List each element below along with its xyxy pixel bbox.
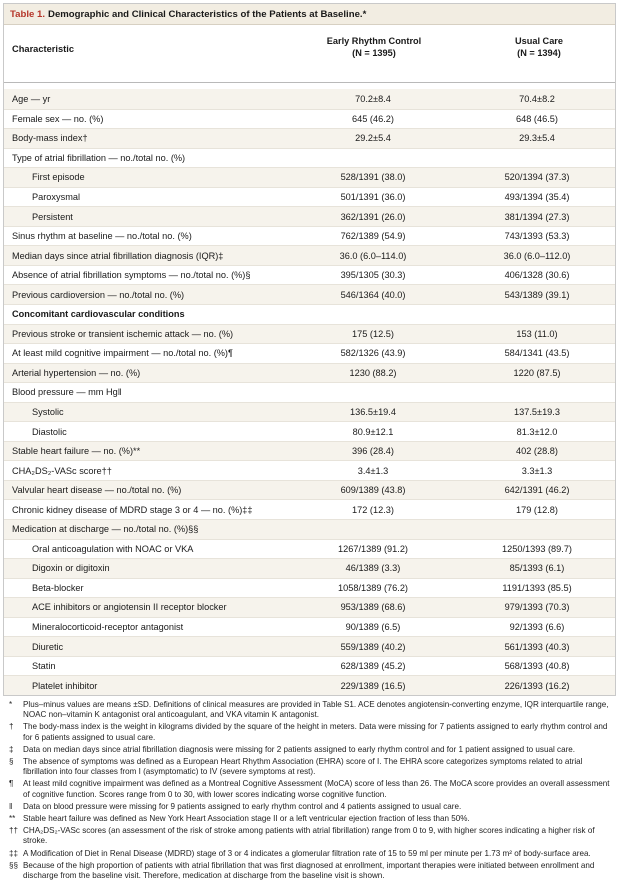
early-rhythm-control-value: 546/1364 (40.0) (340, 289, 406, 300)
early-rhythm-control-value: 175 (12.5) (352, 328, 394, 339)
table-row (4, 343, 615, 363)
usual-care-value: 648 (46.5) (516, 113, 558, 124)
row-label: Mineralocorticoid-receptor antagonist (32, 622, 184, 633)
table-row (4, 519, 615, 539)
table-row (4, 460, 615, 480)
footnote-text: At least mild cognitive impairment was defined as a Montreal Cognitive Assessment (MoCA) score of less than 26. The MoCA score provides an overall assessment of cognitive function. Scores range from 0 to 30, with lower scores indicating worse cognitive function. (23, 779, 610, 799)
row-label: Female sex — no. (%) (12, 113, 104, 124)
early-rhythm-control-value: 501/1391 (36.0) (340, 192, 406, 202)
early-rhythm-control-value: 528/1391 (38.0) (340, 172, 406, 183)
section-header-row (4, 304, 615, 324)
table-row (4, 675, 615, 695)
early-rhythm-control-value: 1230 (88.2) (349, 367, 397, 378)
early-rhythm-control-value: 80.9±12.1 (352, 426, 394, 437)
usual-care-value: 70.4±8.2 (519, 93, 555, 104)
usual-care-value: 85/1393 (6.1) (509, 563, 565, 574)
header-early-rhythm-control-title: Early Rhythm Control (326, 36, 422, 46)
usual-care-value: 520/1394 (37.3) (504, 172, 570, 183)
usual-care-value: 137.5±19.3 (514, 407, 560, 418)
row-label: Arterial hypertension — no. (%) (12, 367, 141, 378)
early-rhythm-control-value: 136.5±19.4 (350, 407, 396, 418)
table-row (4, 480, 615, 500)
table-row (4, 402, 615, 422)
footnote (9, 757, 610, 777)
footnote (9, 802, 610, 812)
row-label: ACE inhibitors or angiotensin II receptor blocker (32, 602, 227, 613)
table-row (4, 226, 615, 246)
usual-care-value: 584/1341 (43.5) (504, 348, 570, 359)
header-usual-care-n: (N = 1394) (517, 48, 561, 58)
row-label: Paroxysmal (32, 192, 80, 202)
usual-care-value: 402 (28.8) (516, 446, 558, 457)
usual-care-value: 561/1393 (40.3) (504, 641, 570, 652)
row-label: Platelet inhibitor (32, 680, 98, 691)
footnote-text: Because of the high proportion of patients with atrial fibrillation that was first diagnosed at enrollment, important therapies were initiated between enrollment and discharge from the baseline visit. Therefore, medication at discharge from the baseline visit is shown. (23, 860, 595, 880)
row-label: Diastolic (32, 426, 67, 437)
row-label: First episode (32, 172, 85, 183)
table-row (4, 109, 615, 129)
row-label: Digoxin or digitoxin (32, 563, 110, 574)
usual-care-value: 179 (12.8) (516, 504, 558, 515)
early-rhythm-control-value: 762/1389 (54.9) (340, 231, 406, 242)
header-usual-care (469, 35, 609, 59)
table-row (4, 441, 615, 461)
footnote (9, 745, 610, 755)
early-rhythm-control-value: 70.2±8.4 (355, 93, 391, 104)
footnote-text: Data on blood pressure were missing for 9 patients assigned to early rhythm control and 4 patients assigned to usual care. (23, 801, 462, 811)
row-label: Body-mass index† (12, 133, 88, 144)
table-title-bar (4, 4, 615, 25)
table-row (4, 89, 615, 109)
row-label: Previous cardioversion — no./total no. (%) (12, 289, 185, 300)
footnote (9, 861, 610, 881)
footnote-symbol: ** (9, 813, 16, 823)
table-footnotes (3, 700, 616, 881)
usual-care-value: 493/1394 (35.4) (504, 192, 570, 202)
footnote-symbol: ‡ (9, 744, 14, 754)
row-label: Age — yr (12, 93, 51, 104)
footnote-text: CHA₂DS₂-VASc scores (an assessment of the risk of stroke among patients with atrial fibrillation) range from 0 to 9, with higher scores indicating a higher risk of stroke. (23, 826, 595, 846)
early-rhythm-control-value: 628/1389 (45.2) (340, 661, 406, 672)
footnote-symbol: * (9, 699, 13, 709)
row-label: Blood pressure — mm Hg‖ (12, 387, 122, 398)
footnote-symbol: §§ (9, 860, 19, 870)
early-rhythm-control-value: 395/1305 (30.3) (340, 270, 406, 281)
usual-care-value: 743/1393 (53.3) (504, 231, 570, 242)
footnote-symbol: ‖ (9, 801, 13, 811)
table-row (4, 284, 615, 304)
early-rhythm-control-value: 1267/1389 (91.2) (338, 543, 408, 554)
usual-care-value: 568/1393 (40.8) (504, 661, 570, 672)
usual-care-value: 226/1393 (16.2) (504, 680, 570, 691)
row-label: Diuretic (32, 641, 64, 652)
early-rhythm-control-value: 29.2±5.4 (355, 133, 391, 144)
early-rhythm-control-value: 559/1389 (40.2) (340, 641, 406, 652)
footnote-symbol: † (9, 722, 14, 732)
footnote-symbol: § (9, 756, 14, 766)
header-early-rhythm-control (304, 35, 444, 59)
row-label: Stable heart failure — no. (%)** (12, 446, 141, 457)
table-row (4, 382, 615, 402)
row-label: Oral anticoagulation with NOAC or VKA (32, 543, 194, 554)
footnote (9, 700, 610, 720)
footnote (9, 826, 610, 846)
usual-care-value: 1250/1393 (89.7) (502, 543, 572, 554)
early-rhythm-control-value: 362/1391 (26.0) (340, 211, 406, 222)
row-label: Valvular heart disease — no./total no. (%) (12, 485, 182, 496)
header-early-rhythm-control-n: (N = 1395) (352, 48, 396, 58)
row-label: Previous stroke or transient ischemic attack — no. (%) (12, 328, 234, 339)
table-row (4, 128, 615, 148)
table-label: Table 1. (10, 8, 46, 20)
footnote-text: The body-mass index is the weight in kilograms divided by the square of the height in meters. Data were missing for 7 patients assigned to early rhythm control and for 6 patients assigned to usual care. (23, 722, 608, 742)
row-label: Statin (32, 661, 56, 672)
usual-care-value: 979/1393 (70.3) (504, 602, 570, 613)
row-label: Sinus rhythm at baseline — no./total no. (%) (12, 231, 192, 242)
table-title: Demographic and Clinical Characteristics of the Patients at Baseline.* (48, 8, 367, 20)
early-rhythm-control-value: 36.0 (6.0–114.0) (339, 250, 407, 261)
early-rhythm-control-value: 229/1389 (16.5) (340, 680, 406, 691)
row-label: Medication at discharge — no./total no. (%)§§ (12, 524, 199, 535)
usual-care-value: 36.0 (6.0–112.0) (503, 250, 571, 261)
early-rhythm-control-value: 396 (28.4) (352, 446, 394, 457)
table-row (4, 597, 615, 617)
table-row (4, 245, 615, 265)
footnote-symbol: ‡‡ (9, 848, 19, 858)
table-row (4, 324, 615, 344)
usual-care-value: 92/1393 (6.6) (509, 622, 565, 633)
baseline-characteristics-table (3, 3, 616, 696)
footnote-text: Plus–minus values are means ±SD. Definitions of clinical measures are provided in Table S1. ACE denotes angiotensin-converting enzyme, IQR interquartile range, NOAC non–vitamin K antagonist oral anticoagulant, and VKA vitamin K antagonist. (23, 699, 609, 720)
row-label: Median days since atrial fibrillation diagnosis (IQR)‡ (12, 250, 224, 261)
footnote-symbol: †† (9, 826, 19, 836)
early-rhythm-control-value: 90/1389 (6.5) (345, 622, 401, 633)
early-rhythm-control-value: 953/1389 (68.6) (340, 602, 406, 613)
table-row (4, 499, 615, 519)
header-characteristic: Characteristic (12, 44, 75, 54)
footnote-symbol: ¶ (9, 779, 14, 789)
footnote (9, 722, 610, 742)
footnote-text: The absence of symptoms was defined as a European Heart Rhythm Association (EHRA) score of I. The EHRA score categorizes symptoms related to atrial fibrillation into four classes from I (asymptomatic) to IV (severe symptoms at rest). (23, 756, 583, 777)
table-row (4, 206, 615, 226)
row-label: Absence of atrial fibrillation symptoms — no./total no. (%)§ (12, 270, 251, 281)
usual-care-value: 543/1389 (39.1) (504, 289, 570, 300)
table-row (4, 148, 615, 168)
row-label: Concomitant cardiovascular conditions (12, 309, 185, 320)
table-row (4, 578, 615, 598)
row-label: Persistent (32, 211, 73, 222)
row-label: At least mild cognitive impairment — no./total no. (%)¶ (12, 348, 233, 359)
early-rhythm-control-value: 645 (46.2) (352, 113, 394, 124)
footnote (9, 849, 610, 859)
table-row (4, 656, 615, 676)
early-rhythm-control-value: 609/1389 (43.8) (340, 485, 406, 496)
footnote (9, 779, 610, 799)
table-row (4, 421, 615, 441)
footnote (9, 814, 610, 824)
row-label: Systolic (32, 407, 64, 418)
table-row (4, 265, 615, 285)
footnote-text: A Modification of Diet in Renal Disease (MDRD) stage of 3 or 4 indicates a glomerular filtration rate of 15 to 59 ml per minute per 1.73 m² of body-surface area. (23, 848, 591, 858)
early-rhythm-control-value: 1058/1389 (76.2) (338, 582, 408, 593)
usual-care-value: 381/1394 (27.3) (504, 211, 570, 222)
table-row (4, 558, 615, 578)
early-rhythm-control-value: 46/1389 (3.3) (345, 563, 401, 574)
usual-care-value: 1220 (87.5) (513, 367, 561, 378)
usual-care-value: 406/1328 (30.6) (504, 270, 570, 281)
row-label: Beta-blocker (32, 582, 84, 593)
table-header (4, 25, 615, 83)
table-row (4, 617, 615, 637)
usual-care-value: 3.3±1.3 (521, 465, 553, 476)
header-usual-care-title: Usual Care (514, 36, 563, 46)
row-label: Type of atrial fibrillation — no./total no. (%) (12, 152, 186, 163)
usual-care-value: 642/1391 (46.2) (504, 485, 570, 496)
table-body (4, 89, 615, 695)
usual-care-value: 153 (11.0) (516, 328, 558, 339)
early-rhythm-control-value: 172 (12.3) (352, 504, 394, 515)
row-label: Chronic kidney disease of MDRD stage 3 or 4 — no. (%)‡‡ (12, 504, 253, 515)
early-rhythm-control-value: 3.4±1.3 (357, 465, 389, 476)
usual-care-value: 81.3±12.0 (516, 426, 558, 437)
row-label: CHA₂DS₂-VASc score†† (12, 465, 112, 476)
table-row (4, 187, 615, 207)
table-row (4, 363, 615, 383)
footnote-text: Data on median days since atrial fibrillation diagnosis were missing for 2 patients assigned to early rhythm control and for 1 patient assigned to usual care. (23, 744, 576, 754)
table-row (4, 167, 615, 187)
early-rhythm-control-value: 582/1326 (43.9) (340, 348, 406, 359)
usual-care-value: 1191/1393 (85.5) (502, 582, 572, 593)
usual-care-value: 29.3±5.4 (519, 133, 555, 144)
footnote-text: Stable heart failure was defined as New York Heart Association stage II or a left ventricular ejection fraction of less than 50%. (23, 813, 470, 823)
table-row (4, 539, 615, 559)
table-row (4, 636, 615, 656)
